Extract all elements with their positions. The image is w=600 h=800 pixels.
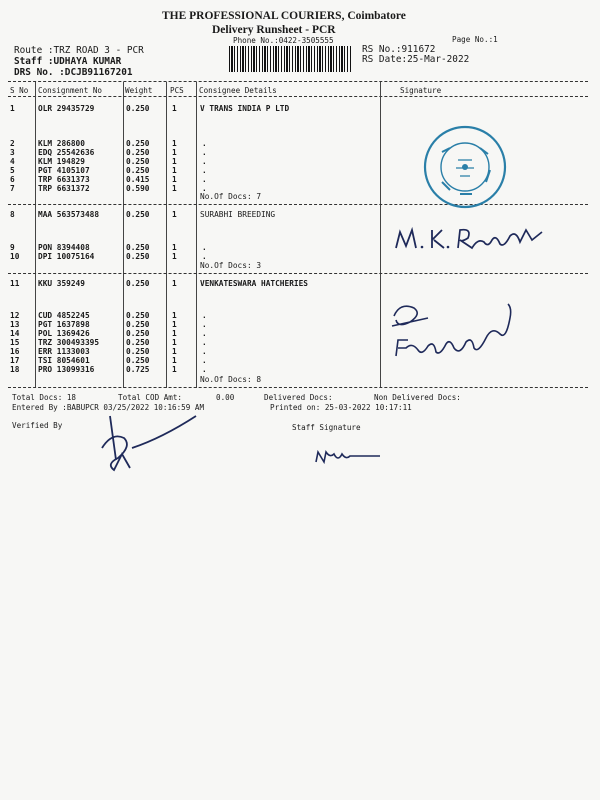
row-sno: 3 (10, 148, 15, 157)
company-stamp (420, 122, 510, 212)
row-consignment: EDQ 25542636 (38, 148, 95, 157)
delivered-docs: Delivered Docs: (264, 393, 333, 402)
row-weight: 0.250 (126, 329, 150, 338)
row-consignment: MAA 563573488 (38, 210, 100, 219)
page-number: Page No.:1 (452, 35, 498, 44)
docs-count: No.Of Docs: 7 (200, 192, 262, 201)
col-weight: Weight (125, 86, 153, 95)
row-pcs: 1 (172, 365, 177, 374)
row-weight: 0.415 (126, 175, 150, 184)
row-sno: 16 (10, 347, 20, 356)
row-consignment: TRZ 300493395 (38, 338, 100, 347)
row-weight: 0.250 (126, 347, 150, 356)
table-rule-bottom (8, 387, 588, 388)
row-sno: 17 (10, 356, 20, 365)
row-weight: 0.250 (126, 243, 150, 252)
row-consignment: PGT 1637898 (38, 320, 90, 329)
row-weight: 0.250 (126, 210, 150, 219)
total-docs: Total Docs: 18 (12, 393, 77, 402)
row-pcs: 1 (172, 210, 177, 219)
col-sno: S No (10, 86, 29, 95)
handwritten-signature-row8 (392, 218, 552, 258)
row-sno: 11 (10, 279, 20, 288)
printed-on: Printed on: 25-03-2022 10:17:11 (270, 403, 412, 412)
row-weight: 0.250 (126, 356, 150, 365)
row-pcs: 1 (172, 175, 177, 184)
row-sno: 13 (10, 320, 20, 329)
document-title: Delivery Runsheet - PCR (212, 24, 336, 36)
row-sno: 8 (10, 210, 15, 219)
row-sno: 6 (10, 175, 15, 184)
row-consignment: TRP 6631372 (38, 184, 90, 193)
row-consignment: PON 8394408 (38, 243, 90, 252)
row-pcs: 1 (172, 338, 177, 347)
row-pcs: 1 (172, 243, 177, 252)
consignee-name: SURABHI BREEDING (200, 210, 276, 219)
row-sno: 10 (10, 252, 20, 261)
row-weight: 0.250 (126, 252, 150, 261)
row-sno: 5 (10, 166, 15, 175)
row-consignment: PGT 4105107 (38, 166, 90, 175)
row-consignment: CUD 4852245 (38, 311, 90, 320)
row-sno: 12 (10, 311, 20, 320)
row-consignment: TRP 6631373 (38, 175, 90, 184)
staff-label: Staff :UDHAYA KUMAR (14, 56, 122, 67)
row-sno: 14 (10, 329, 20, 338)
row-pcs: 1 (172, 311, 177, 320)
verified-by-signature (92, 408, 202, 478)
row-consignment: PRO 13099316 (38, 365, 95, 374)
row-sno: 15 (10, 338, 20, 347)
col-consignee: Consignee Details (199, 86, 277, 95)
row-weight: 0.250 (126, 148, 150, 157)
row-pcs: 1 (172, 157, 177, 166)
group-divider (8, 273, 588, 274)
row-weight: 0.590 (126, 184, 150, 193)
row-consignment: ERR 1133003 (38, 347, 90, 356)
row-sno: 9 (10, 243, 15, 252)
row-sno: 2 (10, 139, 15, 148)
consignee-name: V TRANS INDIA P LTD (200, 104, 290, 113)
row-sno: 7 (10, 184, 15, 193)
row-sno: 4 (10, 157, 15, 166)
phone-number: Phone No.:0422-3505555 (233, 36, 334, 45)
row-weight: 0.250 (126, 279, 150, 288)
col-pcs: PCS (170, 86, 184, 95)
handwritten-signature-row11 (388, 296, 528, 366)
header-rule-bottom (8, 96, 588, 97)
row-pcs: 1 (172, 139, 177, 148)
header-rule-top (8, 81, 588, 82)
row-consignment: DPI 10075164 (38, 252, 95, 261)
entered-by: Entered By :BABUPCR 03/25/2022 10:16:59 AM (12, 403, 205, 412)
route-label: Route :TRZ ROAD 3 - PCR (14, 45, 144, 56)
consignee-name: VENKATESWARA HATCHERIES (200, 279, 308, 288)
row-consignment: KLM 194829 (38, 157, 85, 166)
col-consignment: Consignment No (38, 86, 103, 95)
row-pcs: 1 (172, 329, 177, 338)
company-name: THE PROFESSIONAL COURIERS, Coimbatore (162, 10, 406, 22)
docs-count: No.Of Docs: 8 (200, 375, 262, 384)
total-cod-value: 0.00 (216, 393, 235, 402)
row-weight: 0.725 (126, 365, 150, 374)
row-consignment: KKU 359249 (38, 279, 85, 288)
row-weight: 0.250 (126, 338, 150, 347)
verified-by-label: Verified By (12, 421, 63, 430)
row-weight: 0.250 (126, 104, 150, 113)
staff-signature-label: Staff Signature (292, 423, 361, 432)
row-pcs: 1 (172, 166, 177, 175)
row-pcs: 1 (172, 104, 177, 113)
row-pcs: 1 (172, 279, 177, 288)
row-pcs: 1 (172, 356, 177, 365)
barcode (229, 46, 351, 72)
row-pcs: 1 (172, 320, 177, 329)
row-weight: 0.250 (126, 166, 150, 175)
docs-count: No.Of Docs: 3 (200, 261, 262, 270)
non-delivered-docs: Non Delivered Docs: (374, 393, 461, 402)
total-cod-label: Total COD Amt: (118, 393, 183, 402)
row-sno: 18 (10, 365, 20, 374)
row-weight: 0.250 (126, 139, 150, 148)
row-sno: 1 (10, 104, 15, 113)
staff-signature-mark (314, 446, 384, 470)
row-pcs: 1 (172, 347, 177, 356)
row-weight: 0.250 (126, 311, 150, 320)
drs-number: DRS No. :DCJB91167201 (14, 67, 133, 78)
rs-date: RS Date:25-Mar-2022 (362, 54, 470, 65)
rs-number: RS No.:911672 (362, 44, 436, 55)
row-weight: 0.250 (126, 320, 150, 329)
row-pcs: 1 (172, 184, 177, 193)
row-consignment: TSI 8054601 (38, 356, 90, 365)
row-pcs: 1 (172, 148, 177, 157)
row-consignment: OLR 29435729 (38, 104, 95, 113)
row-pcs: 1 (172, 252, 177, 261)
row-weight: 0.250 (126, 157, 150, 166)
row-consignment: POL 1369426 (38, 329, 90, 338)
row-consignment: KLM 286800 (38, 139, 85, 148)
col-signature: Signature (400, 86, 442, 95)
